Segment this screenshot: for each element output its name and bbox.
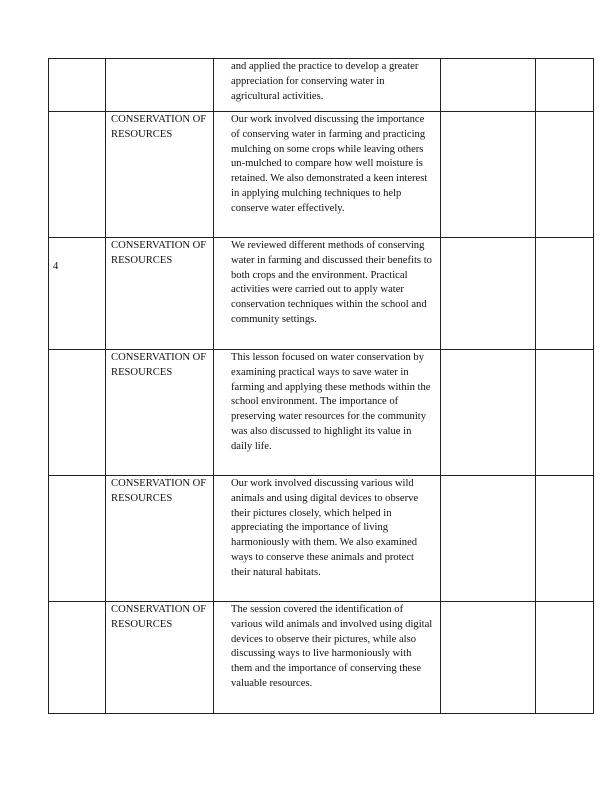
empty-cell — [536, 350, 594, 476]
empty-cell — [441, 238, 536, 350]
week-number — [53, 476, 105, 498]
empty-cell — [441, 112, 536, 238]
table-row — [49, 350, 594, 476]
description-cell: The session covered the identification of various wild animals and involved using digital devices to observe their pictures, while also discussing ways to live harmoniously with them and the importance of conserving these valuable resources. — [214, 602, 441, 714]
table-row — [49, 602, 594, 714]
empty-cell — [441, 350, 536, 476]
topic-cell — [106, 59, 214, 112]
empty-cell — [441, 602, 536, 714]
description-cell: This lesson focused on water conservation by examining practical ways to save water in farming and applying these methods within the school environment. The importance of preserving water resources for the community was also discussed to highlight its value in daily life. — [214, 350, 441, 476]
empty-cell — [536, 602, 594, 714]
description-cell: We reviewed different methods of conserving water in farming and discussed their benefits to both crops and the environment. Practical activities were carried out to apply water conservation techniques within the school and community settings. — [214, 238, 441, 350]
table-body — [49, 59, 594, 714]
topic-cell: CONSERVATION OF RESOURCES — [106, 238, 214, 350]
table-row — [49, 112, 594, 238]
description-cell: Our work involved discussing the importance of conserving water in farming and practicing mulching on some crops while leaving others un-mulched to compare how well moisture is retained. We also demonstrated a keen interest in applying mulching techniques to help conserve water effectively. — [214, 112, 441, 238]
empty-cell — [536, 238, 594, 350]
empty-cell — [536, 112, 594, 238]
week-number: 4 — [53, 261, 59, 272]
week-cell — [49, 476, 106, 602]
empty-cell — [536, 59, 594, 112]
week-cell — [49, 238, 106, 350]
week-number — [53, 602, 105, 624]
lesson-record-table — [48, 58, 594, 714]
empty-cell — [536, 476, 594, 602]
week-number — [53, 59, 105, 81]
week-cell — [49, 602, 106, 714]
table-row — [49, 476, 594, 602]
empty-cell — [441, 59, 536, 112]
topic-cell: CONSERVATION OF RESOURCES — [106, 350, 214, 476]
description-cell: and applied the practice to develop a greater appreciation for conserving water in agricultural activities. — [214, 59, 441, 112]
week-cell — [49, 112, 106, 238]
topic-cell: CONSERVATION OF RESOURCES — [106, 112, 214, 238]
week-number — [53, 350, 105, 372]
week-cell — [49, 59, 106, 112]
description-cell: Our work involved discussing various wild animals and using digital devices to observe their pictures closely, which helped in appreciating the importance of living harmoniously with them. We also examined ways to conserve these animals and protect their natural habitats. — [214, 476, 441, 602]
week-number — [53, 112, 105, 134]
empty-cell — [441, 476, 536, 602]
table-row — [49, 238, 594, 350]
week-cell — [49, 350, 106, 476]
topic-cell: CONSERVATION OF RESOURCES — [106, 602, 214, 714]
topic-cell: CONSERVATION OF RESOURCES — [106, 476, 214, 602]
table-row — [49, 59, 594, 112]
